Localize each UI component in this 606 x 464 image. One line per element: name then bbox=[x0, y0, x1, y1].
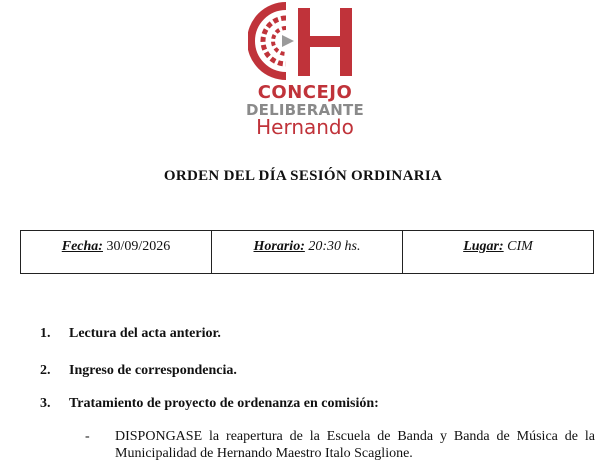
logo-text-hernando: Hernando bbox=[256, 115, 354, 139]
lugar-value: CIM bbox=[507, 239, 533, 254]
agenda-item-number: 1. bbox=[40, 326, 51, 341]
agenda-subitem-marker: - bbox=[85, 429, 90, 444]
fecha-value: 30/09/2026 bbox=[106, 239, 171, 254]
document-title: ORDEN DEL DÍA SESIÓN ORDINARIA bbox=[163, 168, 443, 184]
agenda-item-text: Lectura del acta anterior. bbox=[69, 326, 221, 341]
agenda-item bbox=[40, 396, 379, 412]
agenda-subitem-text: DISPONGASE la reapertura de la Escuela de Banda y Banda de Música de la Municipalidad de Hernando Maestro Italo Scaglione. bbox=[115, 429, 595, 461]
agenda-item bbox=[40, 326, 221, 342]
agenda-item-number: 3. bbox=[40, 396, 51, 411]
concejo-h-emblem-icon bbox=[248, 2, 362, 80]
horario-label: Horario: bbox=[253, 239, 305, 254]
lugar-cell bbox=[403, 231, 594, 274]
agenda-item-text: Ingreso de correspondencia. bbox=[69, 363, 237, 378]
logo-text-deliberante: DELIBERANTE bbox=[246, 101, 364, 119]
session-info-row bbox=[21, 231, 594, 274]
agenda-subitem bbox=[85, 428, 595, 462]
agenda-item-number: 2. bbox=[40, 363, 51, 378]
logo-text-concejo: CONCEJO bbox=[257, 82, 353, 103]
lugar-label: Lugar: bbox=[463, 239, 504, 254]
horario-value: 20:30 hs. bbox=[308, 239, 361, 254]
concejo-logo bbox=[230, 2, 380, 139]
agenda-item-text: Tratamiento de proyecto de ordenanza en comisión: bbox=[69, 396, 379, 411]
fecha-cell bbox=[21, 231, 212, 274]
session-info-table bbox=[20, 230, 594, 274]
horario-cell bbox=[212, 231, 403, 274]
fecha-label: Fecha: bbox=[61, 239, 103, 254]
agenda-item bbox=[40, 363, 237, 379]
